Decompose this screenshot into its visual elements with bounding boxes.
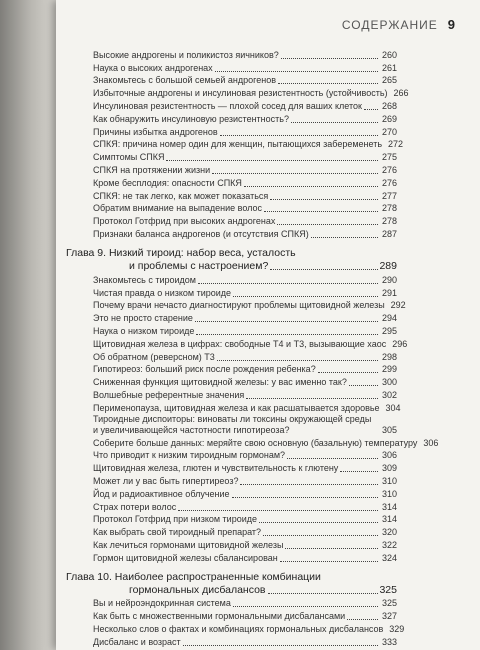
toc-entry-title: СПКЯ: причина номер один для женщин, пытающихся забеременеть — [93, 139, 383, 150]
toc-entry — [66, 436, 439, 449]
toc-entry-page: 260 — [381, 49, 397, 60]
dot-leader — [196, 334, 378, 335]
toc-entry-title: Причины избытка андрогенов — [93, 126, 218, 137]
toc-entry-title: Гормон щитовидной железы сбалансирован — [93, 552, 278, 563]
toc-entry — [66, 176, 397, 189]
toc-entry — [66, 227, 397, 240]
toc-entry-page: 310 — [381, 488, 397, 499]
dot-leader — [195, 321, 378, 322]
dot-leader — [347, 619, 378, 620]
dot-leader — [166, 160, 378, 161]
toc-entry — [66, 538, 397, 551]
toc-entry-title: Как быть с множественными гормональными дисбалансами — [93, 611, 346, 622]
toc-entry-title: Чистая правда о низком тироиде — [93, 287, 232, 298]
toc-entry-page: 310 — [381, 475, 397, 486]
toc-entry-title: Волшебные референтные значения — [93, 389, 245, 400]
dot-leader — [264, 211, 378, 212]
dot-leader — [244, 186, 378, 187]
toc-entry-title: Протокол Готфрид при высоких андрогенах — [93, 216, 276, 227]
toc-entry — [66, 163, 397, 176]
dot-leader — [263, 535, 378, 536]
toc-entry-title: Страх потери волос — [93, 501, 177, 512]
toc-entry — [66, 48, 397, 61]
toc-entry — [66, 150, 397, 163]
toc-entry-title: Может ли у вас быть гипертиреоз? — [93, 475, 239, 486]
toc-entry — [66, 551, 397, 564]
dot-leader — [318, 372, 378, 373]
toc-entry-page: 314 — [381, 514, 397, 525]
chapter-10-page: 325 — [379, 583, 397, 596]
dot-leader — [183, 645, 378, 646]
dot-leader — [287, 458, 378, 459]
toc-entry-title: Наука о низком тироиде — [93, 325, 195, 336]
toc-entry-page: 268 — [381, 100, 397, 111]
toc-entry-title: Знакомьтесь с тироидом — [93, 274, 196, 285]
toc-entry-page: 292 — [390, 300, 406, 311]
toc-entry-title: Несколько слов о фактах и комбинациях гормональных дисбалансов — [93, 624, 384, 635]
toc-entry-title: Кроме бесплодия: опасности СПКЯ — [93, 177, 242, 188]
toc-entry-title: Знакомьтесь с большой семьей андрогенов — [93, 75, 277, 86]
toc-entry-title: Вы и нейроэндокринная система — [93, 598, 231, 609]
dot-leader — [340, 471, 378, 472]
toc-entry — [66, 449, 397, 462]
toc-entry-title: Избыточные андрогены и инсулиновая резистентность (устойчивость) — [93, 88, 388, 99]
dot-leader — [215, 71, 378, 72]
dot-leader — [233, 606, 378, 607]
toc-entry — [66, 202, 397, 215]
toc-entry-title: Что приводит к низким тироидным гормонам? — [93, 450, 286, 461]
dot-leader — [246, 398, 378, 399]
toc-entry-page: 324 — [381, 552, 397, 563]
chapter-9-title-line1: Глава 9. Низкий тироид: набор веса, усталость — [66, 246, 296, 259]
toc-entry-page: 322 — [381, 539, 397, 550]
toc-entry-title: Симптомы СПКЯ — [93, 152, 165, 163]
toc-entry-title: Щитовидная железа, глютен и чувствительность к глютену — [93, 463, 339, 474]
toc-entry-title: Сниженная функция щитовидной железы: у вас именно так? — [93, 377, 347, 388]
toc-entry-page: 329 — [389, 624, 405, 635]
toc-entry-page: 299 — [381, 364, 397, 375]
toc-group-combinations — [66, 597, 405, 648]
toc-entry — [66, 86, 409, 99]
chapter-9-heading — [66, 247, 397, 273]
toc-entry — [66, 311, 397, 324]
toc-entry — [66, 138, 404, 151]
toc-entry — [66, 414, 397, 436]
toc-entry-title: Как выбрать свой тироидный препарат? — [93, 527, 262, 538]
toc-entry — [66, 635, 397, 648]
toc-entry — [66, 286, 397, 299]
toc-entry — [66, 125, 397, 138]
dot-leader — [233, 296, 378, 297]
toc-entry-title: Признаки баланса андрогенов (и отсутствия СПКЯ) — [93, 228, 309, 239]
toc-entry-page: 295 — [381, 325, 397, 336]
toc-entry-page: 278 — [381, 203, 397, 214]
toc-entry — [66, 375, 397, 388]
toc-entry — [66, 299, 406, 312]
dot-leader — [280, 561, 378, 562]
table-of-contents — [66, 48, 439, 648]
toc-entry-page: 272 — [388, 139, 404, 150]
book-page — [56, 0, 480, 650]
toc-entry-title: Протокол Готфрид при низком тироиде — [93, 514, 258, 525]
toc-entry — [66, 214, 397, 227]
toc-entry-page: 304 — [385, 402, 401, 413]
toc-entry-page: 291 — [381, 287, 397, 298]
dot-leader — [240, 484, 378, 485]
toc-entry-page: 277 — [381, 190, 397, 201]
dot-leader — [277, 224, 378, 225]
toc-entry-page: 265 — [381, 75, 397, 86]
dot-leader — [291, 122, 378, 123]
toc-entry-title: Как обнаружить инсулиновую резистентность? — [93, 113, 289, 124]
toc-entry-title: СПКЯ: не так легко, как может показаться — [93, 190, 269, 201]
toc-entry — [66, 189, 397, 202]
toc-entry — [66, 324, 397, 337]
toc-entry — [66, 337, 408, 350]
toc-entry — [66, 487, 397, 500]
toc-group-androgens — [66, 48, 409, 240]
toc-entry-page: 276 — [381, 164, 397, 175]
toc-entry-title: Почему врачи нечасто диагностируют проблемы щитовидной железы — [93, 300, 385, 311]
header-page-number: 9 — [447, 17, 456, 32]
dot-leader — [220, 135, 378, 136]
toc-entry-page: 270 — [381, 126, 397, 137]
toc-entry-page: 276 — [381, 177, 397, 188]
toc-entry-title: Йод и радиоактивное облучение — [93, 488, 230, 499]
toc-entry — [66, 474, 397, 487]
toc-group-thyroid — [66, 273, 439, 564]
toc-entry-title: Дисбаланс и возраст — [93, 636, 181, 647]
toc-entry — [66, 525, 397, 538]
toc-entry-page: 296 — [392, 338, 408, 349]
toc-entry-title: Это не просто старение — [93, 313, 193, 324]
toc-entry-page: 306 — [423, 437, 439, 448]
header-title: СОДЕРЖАНИЕ — [341, 18, 438, 32]
dot-leader — [270, 199, 378, 200]
toc-entry — [66, 363, 397, 376]
toc-entry-page: 309 — [381, 463, 397, 474]
dot-leader — [217, 360, 378, 361]
toc-entry — [66, 350, 397, 363]
toc-entry-title: Обратим внимание на выпадение волос — [93, 203, 262, 214]
toc-entry-page: 314 — [381, 501, 397, 512]
toc-entry-page: 300 — [381, 377, 397, 388]
toc-entry-title: Тироидные диспоиторы: виноваты ли токсины окружающей среды и увеличивающейся частотности гипотиреоза? — [93, 413, 372, 435]
toc-entry-title: СПКЯ на протяжении жизни — [93, 164, 211, 175]
toc-entry-title: Наука о высоких андрогенах — [93, 62, 213, 73]
chapter-10-title-line2: гормональных дисбалансов — [129, 583, 266, 596]
toc-entry — [66, 61, 397, 74]
page-edge-shadow — [0, 0, 56, 650]
toc-entry-page: 302 — [381, 389, 397, 400]
toc-entry-page: 333 — [381, 636, 397, 647]
toc-entry-title: Соберите больше данных: меряйте свою основную (базальную) температуру — [93, 437, 418, 448]
toc-entry-page: 320 — [381, 527, 397, 538]
toc-entry — [66, 388, 397, 401]
dot-leader — [259, 522, 378, 523]
dot-leader — [198, 283, 378, 284]
toc-entry-title: Инсулиновая резистентность — плохой сосед для ваших клеток — [93, 100, 362, 111]
dot-leader — [232, 497, 378, 498]
dot-leader — [364, 109, 378, 110]
dot-leader — [311, 237, 378, 238]
toc-entry-page: 278 — [381, 216, 397, 227]
toc-entry-page: 294 — [381, 313, 397, 324]
toc-entry — [66, 461, 397, 474]
toc-entry — [66, 273, 397, 286]
chapter-9-page: 289 — [379, 259, 397, 272]
toc-entry-page: 325 — [381, 598, 397, 609]
toc-entry-title: Перименопауза, щитовидная железа и как расшатывается здоровье — [93, 402, 380, 413]
toc-entry — [66, 500, 397, 513]
toc-entry-page: 261 — [381, 62, 397, 73]
toc-entry — [66, 99, 397, 112]
toc-entry-page: 266 — [393, 88, 409, 99]
chapter-9-title-line2: и проблемы с настроением? — [129, 259, 269, 272]
toc-entry-page: 298 — [381, 351, 397, 362]
chapter-10-heading — [66, 571, 397, 597]
toc-entry-title: Высокие андрогены и поликистоз яичников? — [93, 49, 279, 60]
dot-leader — [349, 385, 378, 386]
dot-leader — [178, 510, 378, 511]
toc-entry — [66, 401, 401, 414]
toc-entry-title: Гипотиреоз: больший риск после рождения ребенка? — [93, 364, 316, 375]
toc-entry-page: 269 — [381, 113, 397, 124]
toc-entry-page: 327 — [381, 611, 397, 622]
chapter-10-title-line1: Глава 10. Наиболее распространенные комбинации — [66, 570, 321, 583]
toc-entry-title: Об обратном (реверсном) Т3 — [93, 351, 215, 362]
dot-leader — [212, 173, 378, 174]
toc-entry-page: 290 — [381, 274, 397, 285]
dot-leader — [278, 83, 378, 84]
toc-entry-title: Как лечиться гормонами щитовидной железы — [93, 539, 284, 550]
toc-entry — [66, 609, 397, 622]
toc-entry — [66, 513, 397, 526]
toc-entry — [66, 74, 397, 87]
toc-entry — [66, 112, 397, 125]
toc-entry — [66, 597, 397, 610]
running-header — [342, 17, 456, 32]
dot-leader — [281, 58, 378, 59]
toc-entry-title: Щитовидная железа в цифрах: свободные Т4 и Т3, вызывающие хаос — [93, 338, 387, 349]
toc-entry-page: 306 — [381, 450, 397, 461]
toc-entry — [66, 622, 405, 635]
dot-leader — [285, 548, 378, 549]
toc-entry-page: 305 — [381, 424, 397, 435]
toc-entry-page: 287 — [381, 228, 397, 239]
toc-entry-page: 275 — [381, 152, 397, 163]
